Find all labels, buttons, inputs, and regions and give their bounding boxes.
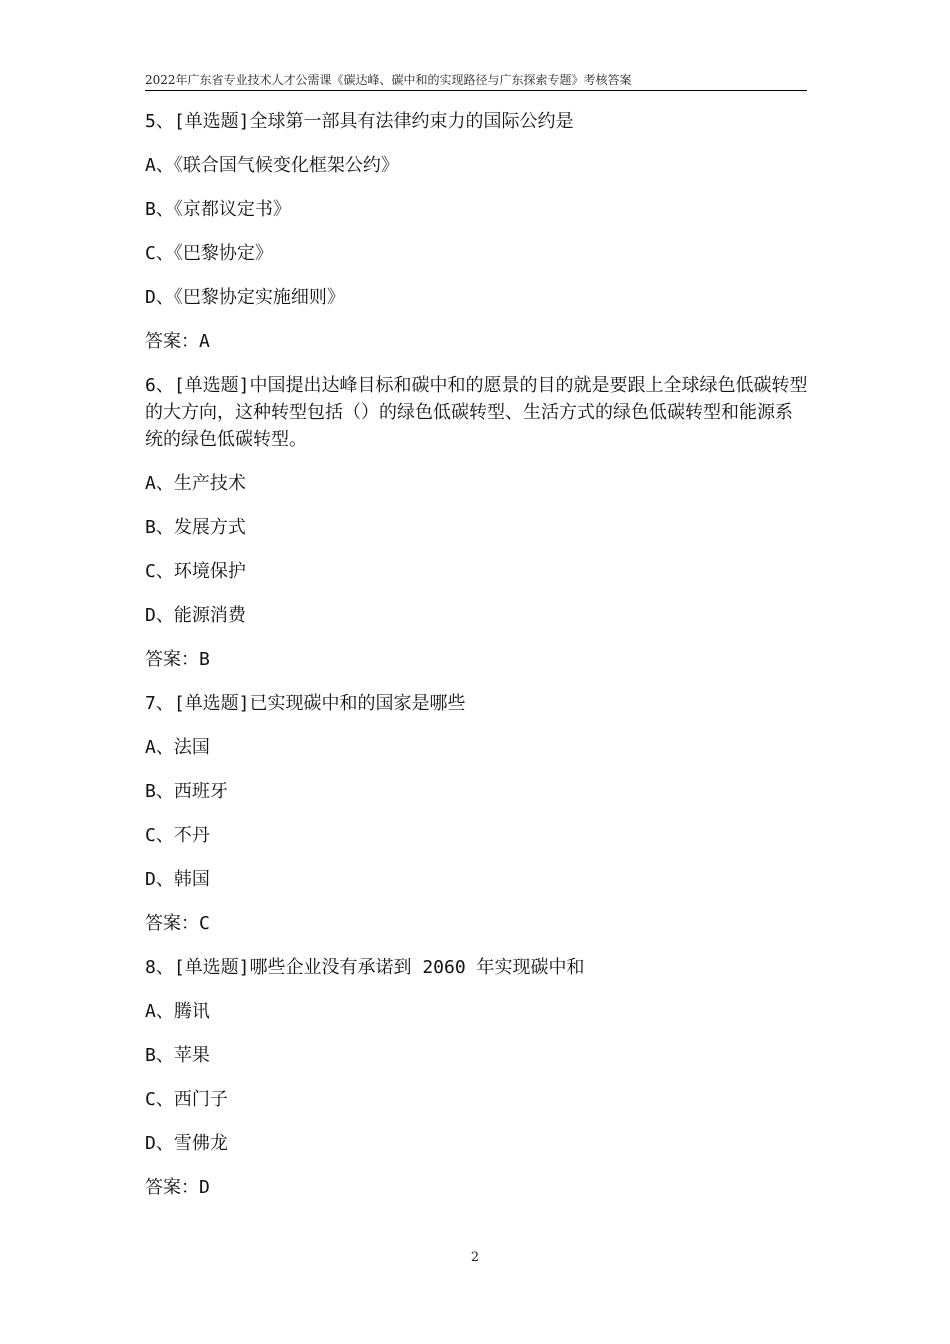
option-a: A、《联合国气候变化框架公约》 (145, 155, 399, 176)
option-c: C、环境保护 (145, 561, 246, 582)
answer: 答案：A (145, 331, 210, 352)
option-c: C、西门子 (145, 1089, 228, 1110)
question-block (145, 690, 810, 937)
question-block (145, 108, 810, 355)
option-b: B、西班牙 (145, 781, 228, 802)
page-number: 2 (470, 1250, 480, 1265)
question-list (145, 108, 810, 1218)
option-d: D、《巴黎协定实施细则》 (145, 287, 345, 308)
option-a: A、腾讯 (145, 1001, 210, 1022)
option-b: B、《京都议定书》 (145, 199, 291, 220)
option-b: B、发展方式 (145, 517, 246, 538)
question-block (145, 954, 810, 1201)
option-d: D、能源消费 (145, 605, 246, 626)
question-block (145, 372, 810, 673)
question-stem: 8、[单选题]哪些企业没有承诺到 2060 年实现碳中和 (145, 957, 585, 978)
answer: 答案：C (145, 913, 210, 934)
option-c: C、《巴黎协定》 (145, 243, 273, 264)
option-d: D、雪佛龙 (145, 1133, 228, 1154)
page-header (145, 72, 807, 91)
question-stem: 7、[单选题]已实现碳中和的国家是哪些 (145, 693, 466, 714)
header-title: 2022年广东省专业技术人才公需课《碳达峰、碳中和的实现路径与广东探索专题》考核答案 (145, 73, 632, 87)
option-d: D、韩国 (145, 869, 210, 890)
answer: 答案：D (145, 1177, 210, 1198)
option-a: A、生产技术 (145, 473, 246, 494)
option-c: C、不丹 (145, 825, 210, 846)
question-stem: 5、[单选题]全球第一部具有法律约束力的国际公约是 (145, 111, 574, 132)
question-stem: 6、[单选题]中国提出达峰目标和碳中和的愿景的目的就是要跟上全球绿色低碳转型的大方向，这种转型包括（）的绿色低碳转型、生活方式的绿色低碳转型和能源系统的绿色低碳转型。 (145, 375, 808, 450)
answer: 答案：B (145, 649, 210, 670)
option-b: B、苹果 (145, 1045, 210, 1066)
option-a: A、法国 (145, 737, 210, 758)
